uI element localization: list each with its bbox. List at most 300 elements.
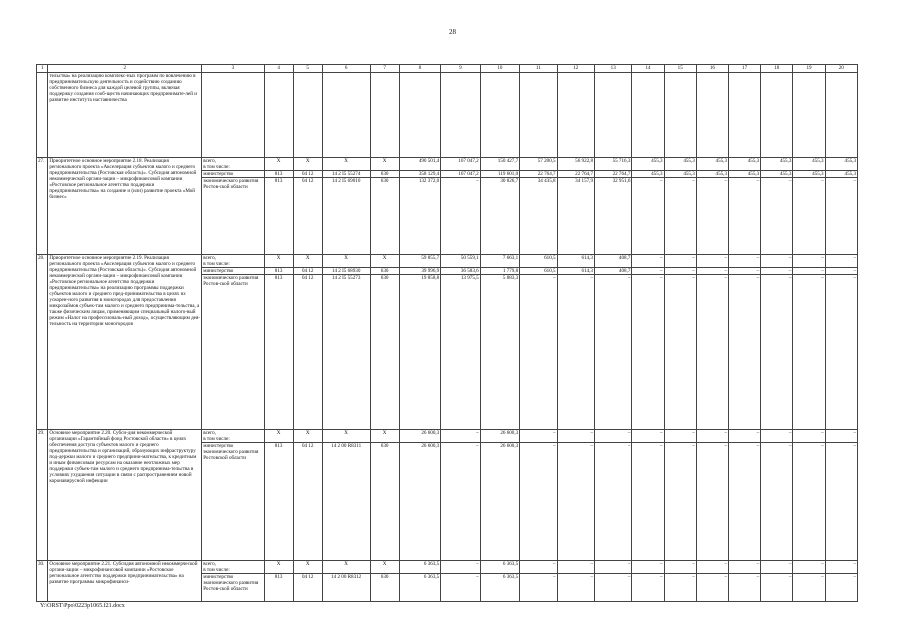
value: Х <box>276 158 281 164</box>
row-number: 28. <box>37 255 48 430</box>
value: – <box>520 573 556 580</box>
value-cell-c16 <box>696 561 728 602</box>
value: – <box>793 573 824 580</box>
value: – <box>729 177 760 184</box>
value-cell-c17 <box>729 561 761 602</box>
value: 22 764,7 <box>520 170 556 177</box>
budget-table <box>36 64 858 602</box>
value-cell-c4 <box>264 255 293 430</box>
empty-cell <box>322 73 370 158</box>
value: Х <box>276 561 281 567</box>
empty-cell <box>825 73 857 158</box>
value: 6 363,5 <box>400 573 441 580</box>
value-cell-c16 <box>696 430 728 561</box>
responsible-text: в том числе: <box>203 567 230 573</box>
value: 630 <box>371 573 399 580</box>
empty-cell <box>632 73 664 158</box>
row-description: Приоритетное основное мероприятие 2.19. Реализация регионального проекта «Акселерация субъектов малого и среднего предпринимательства (Ростовская область)». Субсидия автономной некоммерческой органи-зации – микрофинансовой компании «Ростовское региональное агентство поддержки предпринимательства» на реализацию программы поддержки субъектов малого и среднего пред-принимательства в целях их ускорен-ного развития в моногородах для предоставления микрозаймов субъек-там малого и среднего предпринима-тельства, а также физическим лицам, применяющим специальный налого-вый режим «Налог на профессиональ-ный доход», осуществляющим дея-тельность на территории моногородов <box>48 255 202 430</box>
value: 610,5 <box>520 267 556 274</box>
empty-cell <box>370 73 399 158</box>
value: – <box>756 561 760 567</box>
value-cell-c19 <box>793 561 825 602</box>
value: – <box>520 442 556 449</box>
value: – <box>826 442 857 449</box>
value-cell-c19 <box>793 430 825 561</box>
header-cell: 6 <box>322 65 370 73</box>
value: – <box>821 255 824 261</box>
value: Х <box>276 430 281 436</box>
value: 813 <box>265 170 293 177</box>
value-cell-c20 <box>825 158 857 255</box>
page-number: 28 <box>449 28 456 36</box>
value-cell-c18 <box>761 158 793 255</box>
header-cell: 11 <box>520 65 557 73</box>
value: 614,3 <box>581 255 593 261</box>
value: 630 <box>371 442 399 449</box>
value-cell-c7 <box>370 255 399 430</box>
value: Х <box>305 430 310 436</box>
header-cell: 4 <box>264 65 293 73</box>
value: 455,3 <box>844 158 856 164</box>
value-cell-c6 <box>322 561 370 602</box>
value: 7 663,1 <box>502 255 519 261</box>
value: – <box>793 442 824 449</box>
value: – <box>853 255 856 261</box>
value: 59 855,7 <box>421 255 440 261</box>
value: – <box>793 267 824 274</box>
value-cell-c7 <box>370 561 399 602</box>
value-cell-c14 <box>632 158 664 255</box>
value: 34 157,9 <box>558 177 594 184</box>
value: – <box>632 274 663 281</box>
value: – <box>665 267 696 274</box>
header-cell: 3 <box>202 65 264 73</box>
value: 26 600,3 <box>500 430 519 436</box>
value: – <box>660 561 663 567</box>
value: – <box>788 255 792 261</box>
value: 119 601,0 <box>481 170 519 177</box>
file-path-footer: Y:\ORST\Ppo\0223p1065.f21.docx <box>40 603 125 609</box>
value: – <box>697 267 728 274</box>
value-cell-c6 <box>322 430 370 561</box>
value: 610,5 <box>544 255 556 261</box>
value-cell-c14 <box>632 255 664 430</box>
value: – <box>821 430 824 436</box>
responsible-cell <box>202 158 264 255</box>
responsible-cell <box>202 255 264 430</box>
value: – <box>595 274 631 281</box>
table-row <box>37 561 858 602</box>
value: – <box>627 561 631 567</box>
value: 813 <box>265 177 293 184</box>
value: 455,3 <box>793 170 824 177</box>
value: – <box>665 442 696 449</box>
row-description: Основное мероприятие 2.21. Субсидия автономной некоммерческой органи-зации – микрофинансовой компании «Ростовское региональное агентство поддержки предпринимательства» на развитие программы микрофинанси- <box>48 561 202 602</box>
value: 614,3 <box>558 267 594 274</box>
header-cell: 8 <box>399 65 441 73</box>
value: 455,3 <box>697 170 728 177</box>
value-cell-c8 <box>399 561 441 602</box>
value: 813 <box>265 274 293 281</box>
value: 57 200,5 <box>537 158 556 164</box>
header-cell: 9 <box>441 65 480 73</box>
row-number: 27. <box>37 158 48 255</box>
value-cell-c5 <box>293 430 322 561</box>
value-cell-c9 <box>441 561 480 602</box>
value: 1 779,8 <box>481 267 519 274</box>
header-cell: 12 <box>557 65 594 73</box>
value: – <box>729 274 760 281</box>
value: 5 883,3 <box>481 274 519 281</box>
value: 6 363,5 <box>481 573 519 580</box>
value: Х <box>382 158 387 164</box>
value: – <box>692 430 695 436</box>
header-cell: 16 <box>696 65 728 73</box>
value-cell-c7 <box>370 158 399 255</box>
value-cell-c5 <box>293 158 322 255</box>
value: – <box>729 442 760 449</box>
responsible-text: министерство <box>202 170 263 177</box>
value-cell-c15 <box>664 430 696 561</box>
value: – <box>756 430 760 436</box>
value-cell-c17 <box>729 158 761 255</box>
value: – <box>441 177 479 184</box>
value: – <box>520 274 556 281</box>
value: – <box>553 430 556 436</box>
value: – <box>476 561 479 567</box>
value-cell-c4 <box>264 158 293 255</box>
empty-cell <box>399 73 441 158</box>
value-cell-c9 <box>441 430 480 561</box>
responsible-text: всего, <box>203 561 216 567</box>
value: – <box>441 442 479 449</box>
value: Х <box>382 255 387 261</box>
header-cell: 5 <box>293 65 322 73</box>
empty-cell <box>664 73 696 158</box>
table-row <box>37 158 858 255</box>
value: – <box>788 561 792 567</box>
value: – <box>632 573 663 580</box>
value: 167 047,2 <box>441 170 479 177</box>
value: 14 2 I5 69010 <box>323 177 370 184</box>
header-cell: 7 <box>370 65 399 73</box>
value: 14 2 I5 55274 <box>323 170 370 177</box>
value: 04 12 <box>294 177 322 184</box>
value-cell-c17 <box>729 430 761 561</box>
value-cell-c18 <box>761 255 793 430</box>
value: 36 583,6 <box>441 267 479 274</box>
empty-cell <box>480 73 519 158</box>
value: 408,7 <box>618 255 631 261</box>
table-row <box>37 255 858 430</box>
responsible-cell <box>202 430 264 561</box>
value: Х <box>344 561 348 567</box>
value: – <box>441 573 479 580</box>
empty-cell <box>594 73 631 158</box>
value: – <box>476 430 479 436</box>
value: – <box>729 267 760 274</box>
value: 630 <box>371 267 399 274</box>
value: 455,3 <box>779 158 792 164</box>
responsible-cell <box>202 561 264 602</box>
value: – <box>826 177 857 184</box>
value-cell-c11 <box>520 158 557 255</box>
value: – <box>826 274 857 281</box>
value: 455,3 <box>632 170 663 177</box>
responsible-text: министерство <box>202 267 263 274</box>
value-cell-c11 <box>520 430 557 561</box>
value: – <box>697 442 728 449</box>
value-cell-c13 <box>594 255 631 430</box>
value: – <box>665 573 696 580</box>
value-cell-c13 <box>594 561 631 602</box>
value: 490 501,4 <box>418 158 440 164</box>
value: 455,3 <box>729 170 760 177</box>
value: – <box>595 442 631 449</box>
responsible-text: всего, <box>203 255 216 261</box>
value: – <box>761 274 792 281</box>
value-cell-c14 <box>632 430 664 561</box>
value: 55 716,3 <box>612 158 631 164</box>
value: 813 <box>265 442 293 449</box>
value-cell-c6 <box>322 158 370 255</box>
value: – <box>692 255 695 261</box>
responsible-text: в том числе: <box>203 164 230 170</box>
value-cell-c11 <box>520 255 557 430</box>
header-cell: 1 <box>37 65 48 73</box>
value-cell-c8 <box>399 430 441 561</box>
empty-cell <box>520 73 557 158</box>
value: – <box>665 274 696 281</box>
value: – <box>853 561 856 567</box>
value: 04 12 <box>294 442 322 449</box>
value: 04 12 <box>294 573 322 580</box>
value-cell-c18 <box>761 430 793 561</box>
value: 26 600,3 <box>400 442 441 449</box>
value: 50 559,1 <box>460 255 479 261</box>
value: 6 363,5 <box>423 561 440 567</box>
header-cell: 15 <box>664 65 696 73</box>
value: – <box>558 274 594 281</box>
table-row <box>37 73 858 158</box>
value-cell-c19 <box>793 255 825 430</box>
value: – <box>692 561 695 567</box>
value: – <box>660 430 663 436</box>
value: 04 12 <box>294 274 322 281</box>
empty-cell <box>557 73 594 158</box>
value: 455,3 <box>683 158 695 164</box>
value: 630 <box>371 274 399 281</box>
value: – <box>761 267 792 274</box>
value: – <box>853 430 856 436</box>
value-cell-c10 <box>480 561 519 602</box>
table-row <box>37 430 858 561</box>
empty-cell <box>202 73 264 158</box>
value-cell-c19 <box>793 158 825 255</box>
empty-cell <box>761 73 793 158</box>
responsible-text: в том числе: <box>203 436 230 442</box>
value: 26 600,3 <box>481 442 519 449</box>
value-cell-c17 <box>729 255 761 430</box>
value: 30 826,7 <box>481 177 519 184</box>
value: Х <box>305 561 310 567</box>
value-cell-c5 <box>293 255 322 430</box>
value: 22 764,7 <box>595 170 631 177</box>
value-cell-c8 <box>399 158 441 255</box>
value: – <box>761 573 792 580</box>
value: – <box>756 255 760 261</box>
value: – <box>793 177 824 184</box>
value: 455,3 <box>665 170 696 177</box>
value: – <box>761 177 792 184</box>
value: – <box>558 573 594 580</box>
empty-cell <box>264 73 293 158</box>
value: 6 363,5 <box>502 561 519 567</box>
responsible-text: экономического развития Ростов-ской области <box>202 274 263 287</box>
header-cell: 13 <box>594 65 631 73</box>
value: – <box>590 430 593 436</box>
value-cell-c18 <box>761 561 793 602</box>
responsible-text: экономического развития Ростов-ской области <box>202 177 263 190</box>
value: – <box>724 561 727 567</box>
value-cell-c6 <box>322 255 370 430</box>
value-cell-c15 <box>664 255 696 430</box>
value: 14 2 I5 55273 <box>323 274 370 281</box>
row-number: 29. <box>37 430 48 561</box>
value: Х <box>276 255 281 261</box>
value-cell-c14 <box>632 561 664 602</box>
value: 150 427,7 <box>497 158 519 164</box>
value: Х <box>344 430 348 436</box>
value: 26 600,3 <box>421 430 440 436</box>
value-cell-c16 <box>696 255 728 430</box>
value: – <box>826 267 857 274</box>
value: 22 764,7 <box>558 170 594 177</box>
empty-cell <box>729 73 761 158</box>
value: – <box>821 561 824 567</box>
value: 455,3 <box>651 158 663 164</box>
value-cell-c20 <box>825 430 857 561</box>
value: – <box>632 267 663 274</box>
row-description: Приоритетное основное мероприятие 2.18. Реализация регионального проекта «Акселерация субъектов малого и среднего предпринимательства (Ростовская область)». Субсидия автономной некоммерческой органи-зации – микрофинансовой компании «Ростовское региональное агентство поддержки предпринимательства» на создание и (или) развитие проекта «Мой бизнес» <box>48 158 202 255</box>
value-cell-c11 <box>520 561 557 602</box>
value: – <box>729 573 760 580</box>
value: 813 <box>265 573 293 580</box>
header-row <box>37 65 858 73</box>
value-cell-c13 <box>594 158 631 255</box>
value: 04 12 <box>294 267 322 274</box>
value-cell-c10 <box>480 255 519 430</box>
value: 32 951,6 <box>595 177 631 184</box>
row-number <box>37 73 48 158</box>
value-cell-c7 <box>370 430 399 561</box>
value: – <box>697 177 728 184</box>
row-description: тельства» на реализацию комплекс-ных программ по вовлечению в предпринимательскую деятельность и содействию созданию собственного бизнеса для каждой целевой группы, включая поддержку создания сооб-ществ начинающих предпринимате-лей и развитие института наставничества <box>48 73 202 158</box>
value-cell-c9 <box>441 158 480 255</box>
value: 455,3 <box>747 158 760 164</box>
value-cell-c12 <box>557 561 594 602</box>
value: 408,7 <box>595 267 631 274</box>
header-cell: 20 <box>825 65 857 73</box>
row-number: 30. <box>37 561 48 602</box>
responsible-text: в том числе: <box>203 261 230 267</box>
header-cell: 14 <box>632 65 664 73</box>
value-cell-c12 <box>557 158 594 255</box>
value: Х <box>305 255 310 261</box>
value: – <box>558 442 594 449</box>
value: 14 2 00 R8311 <box>323 442 370 449</box>
value-cell-c9 <box>441 255 480 430</box>
value-cell-c4 <box>264 430 293 561</box>
value-cell-c5 <box>293 561 322 602</box>
value: Х <box>344 255 348 261</box>
value: – <box>590 561 593 567</box>
value: 630 <box>371 170 399 177</box>
value: – <box>665 177 696 184</box>
value-cell-c12 <box>557 430 594 561</box>
value-cell-c13 <box>594 430 631 561</box>
value: 455,3 <box>812 158 824 164</box>
empty-cell <box>696 73 728 158</box>
value: 19 858,8 <box>400 274 441 281</box>
value: 455,3 <box>715 158 727 164</box>
value: 14 2 I5 68930 <box>323 267 370 274</box>
value: 630 <box>371 177 399 184</box>
value: – <box>724 255 727 261</box>
value: Х <box>305 158 310 164</box>
value: 358 129,4 <box>400 170 441 177</box>
value-cell-c12 <box>557 255 594 430</box>
value-cell-c10 <box>480 158 519 255</box>
value: – <box>788 430 792 436</box>
responsible-text: всего, <box>203 430 216 436</box>
value: 132 372,0 <box>400 177 441 184</box>
value: – <box>632 177 663 184</box>
value-cell-c8 <box>399 255 441 430</box>
value: 56 922,8 <box>575 158 593 164</box>
value: 39 996,9 <box>400 267 441 274</box>
header-cell: 10 <box>480 65 519 73</box>
value: 167 047,2 <box>458 158 479 164</box>
value: – <box>697 274 728 281</box>
value: – <box>627 430 631 436</box>
value: – <box>724 430 727 436</box>
value: – <box>595 573 631 580</box>
value: Х <box>344 158 348 164</box>
value-cell-c10 <box>480 430 519 561</box>
header-cell: 17 <box>729 65 761 73</box>
value: – <box>793 274 824 281</box>
row-description: Основное мероприятие 2.20. Субси-дия некоммерческой организации «Гарантийный фонд Ростовской области» в целях обеспечения доступа субъектов малого и среднего предпринимательства и организаций, образующих инфраструктуру под-держки малого и среднего предприни-мательства, к кредитным и иным финансовым ресурсам на оказание неотложных мер поддержки субъек-там малого и среднего предпринима-тельства в условиях ухудшения ситуации в связи с распространением новой коронавирусной инфекции <box>48 430 202 561</box>
value: Х <box>382 430 387 436</box>
value-cell-c16 <box>696 158 728 255</box>
value: – <box>632 442 663 449</box>
empty-cell <box>293 73 322 158</box>
value: – <box>660 255 663 261</box>
responsible-text: всего, <box>203 158 216 164</box>
value: – <box>761 442 792 449</box>
responsible-text: министерство экономического развития Ростов-ской области <box>202 573 263 592</box>
value-cell-c15 <box>664 158 696 255</box>
value: Х <box>382 561 387 567</box>
value: – <box>697 573 728 580</box>
value-cell-c4 <box>264 561 293 602</box>
value: – <box>826 573 857 580</box>
value: – <box>553 561 556 567</box>
empty-cell <box>441 73 480 158</box>
header-cell: 18 <box>761 65 793 73</box>
value: 455,3 <box>826 170 857 177</box>
